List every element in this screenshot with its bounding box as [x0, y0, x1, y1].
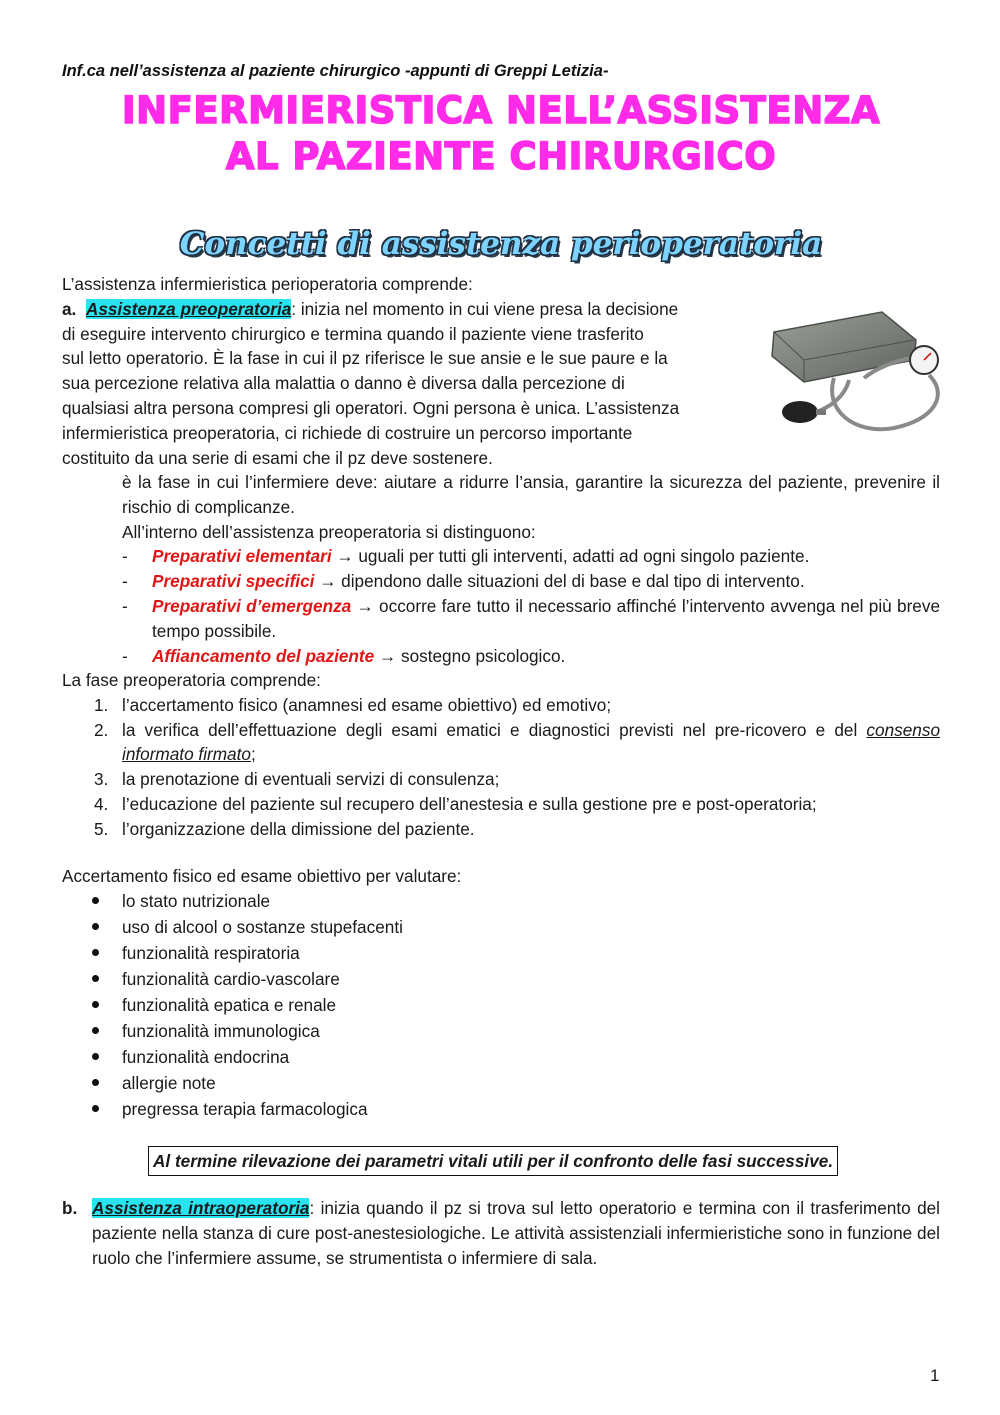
item-text: l’organizzazione della dimissione del paziente. [122, 818, 475, 839]
bullet-icon [62, 940, 122, 966]
bullet-icon [62, 1096, 122, 1122]
list-term: Preparativi d’emergenza [152, 595, 352, 616]
list-text: sostegno psicologico. [400, 645, 566, 666]
bullet-icon [62, 1044, 122, 1070]
point-b-text: : inizia quando il pz si trova sul letto operatorio e termina con il trasferimento del paziente nella stanza di cure post-anestesiologiche. Le attività assistenziali infermieristiche sono in funzione del ruolo che l’infermiere assume, se strumentista o infermiere di sala. [92, 1198, 941, 1268]
assessment-list [62, 888, 940, 1122]
item-number: 5. [94, 818, 109, 839]
list-marker: - [122, 571, 128, 592]
intro-text-line: infermieristica preoperatoria, ci richiede di costruire un percorso importante [62, 422, 633, 443]
list-item [122, 644, 940, 669]
item-text: la prenotazione di eventuali servizi di consulenza; [122, 769, 500, 790]
page-number: 1 [930, 1366, 940, 1385]
intro-text-line: sua percezione relativa alla malattia o danno è diversa dalla percezione di [62, 373, 625, 394]
list-item: uso di alcool o sostanze stupefacenti [62, 914, 940, 940]
intro-text-line: qualsiasi altra persona compresi gli operatori. Ogni persona è unica. L’assistenza [62, 397, 680, 418]
list-item: funzionalità immunologica [62, 1018, 940, 1044]
intro-lead: L’assistenza infermieristica perioperatoria comprende: [62, 274, 473, 294]
intro-line-1 [62, 297, 762, 322]
bullet-icon [62, 1018, 122, 1044]
cuff-shape [772, 312, 916, 382]
intro-block [62, 272, 762, 470]
preop-duty: è la fase in cui l’infermiere deve: aiutare a ridurre l’ansia, garantire la sicurezza del paziente, prevenire il rischio di complicanze. [122, 472, 940, 517]
section-b [62, 1196, 940, 1270]
intro-text-line: costituito da una serie di esami che il pz deve sostenere. [62, 447, 493, 468]
intro-text-line: sul letto operatorio. È la fase in cui il pz riferisce le sue ansie e le sue paure e la [62, 348, 668, 369]
gauge-shape [910, 346, 938, 374]
item-number: 1. [94, 694, 109, 715]
item-number: 2. [94, 719, 109, 740]
list-item: funzionalità epatica e renale [62, 992, 940, 1018]
assessment-lead: Accertamento fisico ed esame obiettivo per valutare: [62, 866, 462, 886]
bullet-icon [62, 992, 122, 1018]
intro-text-line: : inizia nel momento in cui viene presa la decisione [291, 298, 679, 319]
item-number: 3. [94, 769, 109, 790]
running-header: Inf.ca nell’assistenza al paziente chirurgico -appunti di Greppi Letizia- [62, 62, 609, 80]
list-item: funzionalità endocrina [62, 1044, 940, 1070]
item-after: ; [250, 744, 256, 765]
list-item: allergie note [62, 1070, 940, 1096]
page-title-line-2: AL PAZIENTE CHIRURGICO [225, 135, 777, 178]
term-intraoperatoria: Assistenza intraoperatoria [92, 1198, 310, 1218]
item-text: l’educazione del paziente sul recupero dell’anestesia e sulla gestione pre e post-operatoria; [122, 793, 817, 814]
arrow-right-icon: → [336, 546, 354, 567]
bullet-icon [62, 914, 122, 940]
list-item [122, 594, 940, 644]
arrow-right-icon: → [319, 571, 337, 592]
bullet-icon [62, 1070, 122, 1096]
page-title-line-1: INFERMIERISTICA NELL’ASSISTENZA [121, 89, 881, 132]
numbered-item [62, 792, 940, 817]
boxed-note: Al termine rilevazione dei parametri vitali utili per il confronto delle fasi successive. [148, 1146, 838, 1176]
sphygmomanometer-icon [764, 300, 954, 445]
list-text: dipendono dalle situazioni del di base e dal tipo di intervento. [341, 571, 805, 592]
list-text: uguali per tutti gli interventi, adatti ad ogni singolo paziente. [358, 546, 810, 567]
list-term: Preparativi specifici [152, 571, 315, 592]
point-b-marker: b. [62, 1198, 78, 1218]
list-item [122, 544, 940, 569]
intro-text-line: di eseguire intervento chirurgico e termina quando il paziente viene trasferito [62, 323, 644, 344]
phase-block [62, 668, 940, 842]
numbered-item [62, 718, 940, 768]
preop-distinguish: All’interno dell’assistenza preoperatoria si distinguono: [122, 521, 536, 542]
list-item: funzionalità respiratoria [62, 940, 940, 966]
list-item: lo stato nutrizionale [62, 888, 940, 914]
term-preoperatoria: Assistenza preoperatoria [85, 298, 292, 319]
item-underlined: consenso informato firmato [122, 719, 940, 765]
item-number: 4. [94, 793, 109, 814]
numbered-item [62, 817, 940, 842]
arrow-right-icon: → [356, 595, 374, 616]
page-title [62, 88, 940, 180]
point-a-marker: a. [62, 298, 77, 319]
point-b [62, 1196, 940, 1270]
bullet-icon [62, 888, 122, 914]
preop-block [122, 470, 940, 668]
bullet-icon [62, 966, 122, 992]
list-term: Preparativi elementari [152, 546, 332, 567]
list-item: pregressa terapia farmacologica [62, 1096, 940, 1122]
list-item: funzionalità cardio-vascolare [62, 966, 940, 992]
phase-lead: La fase preoperatoria comprende: [62, 670, 321, 690]
list-item [122, 569, 940, 594]
list-marker: - [122, 645, 128, 666]
arrow-right-icon: → [379, 645, 397, 666]
list-text: occorre fare tutto il necessario affinché l’intervento avvenga nel più breve tempo possibile. [152, 595, 941, 641]
numbered-item [62, 767, 940, 792]
numbered-item [62, 693, 940, 718]
list-marker: - [122, 546, 128, 567]
section-title: Concetti di assistenza perioperatoria [179, 226, 823, 262]
list-term: Affiancamento del paziente [152, 645, 375, 666]
item-text: la verifica dell’effettuazione degli esami ematici e diagnostici previsti nel pre-ricovero e del [122, 719, 867, 740]
list-marker: - [122, 595, 128, 616]
item-text: l’accertamento fisico (anamnesi ed esame obiettivo) ed emotivo; [122, 694, 612, 715]
bulb-shape [782, 401, 826, 423]
